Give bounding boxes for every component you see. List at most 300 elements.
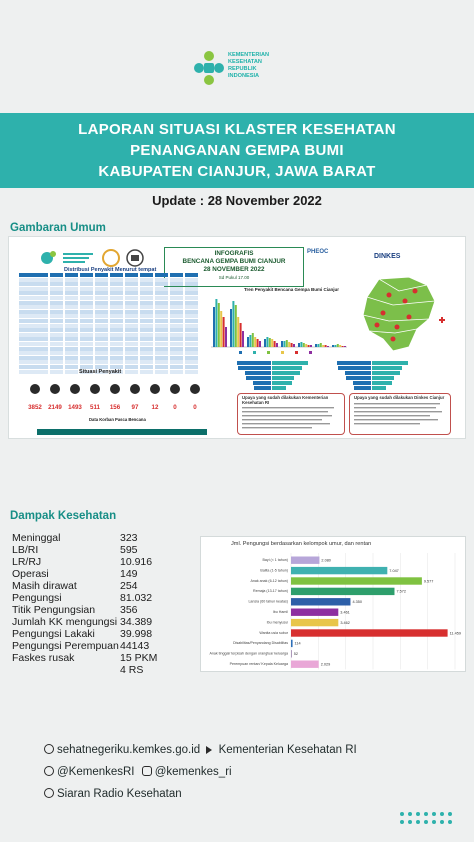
impact-row [12, 604, 202, 616]
distribution-cell [125, 351, 139, 355]
distribution-title: Distribusi Penyakit Menurut tempat [64, 267, 157, 273]
trend-bar [303, 343, 305, 347]
category-label: Perempuan rentan/ Kepala Keluarga [229, 662, 288, 666]
pyramid-bar [272, 366, 302, 370]
distribution-cell [95, 328, 109, 332]
distribution-cell [110, 342, 124, 346]
distribution-cell [50, 291, 64, 295]
distribution-cell [170, 351, 184, 355]
trend-bar [327, 346, 329, 347]
distribution-cell [140, 278, 154, 282]
distribution-table [19, 273, 204, 376]
value-label: 9.577 [423, 579, 434, 584]
distribution-cell [110, 333, 124, 337]
distribution-cell [155, 291, 169, 295]
trend-bar [247, 337, 249, 347]
distribution-cell [65, 351, 79, 355]
footer-links [44, 744, 444, 810]
distribution-cell [80, 333, 94, 337]
case-count: 2149 [48, 404, 62, 411]
distribution-cell [125, 291, 139, 295]
distribution-cell [65, 337, 79, 341]
distribution-cell [170, 314, 184, 318]
pyramid-bar [272, 371, 300, 375]
distribution-cell [65, 301, 79, 305]
distribution-cell [80, 296, 94, 300]
distribution-cell [95, 319, 109, 323]
distribution-cell [185, 324, 199, 328]
bar [291, 557, 319, 564]
disease-icon [110, 384, 120, 394]
kemenkes-logo [192, 48, 322, 96]
impact-row [12, 568, 202, 580]
distribution-cell [140, 337, 154, 341]
distribution-cell [155, 360, 169, 364]
trend-bar [325, 345, 327, 347]
distribution-cell [185, 273, 199, 277]
trend-bar [310, 345, 312, 347]
pyramid-bar [353, 381, 371, 385]
distribution-cell [170, 328, 184, 332]
distribution-cell [110, 356, 124, 360]
distribution-cell [65, 324, 79, 328]
pyramid-bar [337, 361, 371, 365]
pyramid-bar [254, 386, 271, 390]
pyramid-bar [372, 361, 408, 365]
distribution-cell [185, 291, 199, 295]
impact-value: 149 [120, 568, 138, 580]
impact-label: Jumlah KK mengungsi [12, 616, 118, 628]
twitter-link[interactable]: @KemenkesRI [57, 766, 135, 778]
distribution-cell [50, 319, 64, 323]
disease-icon [30, 384, 40, 394]
distribution-cell [95, 301, 109, 305]
distribution-cell [125, 347, 139, 351]
distribution-cell [95, 342, 109, 346]
impact-value: 44143 [120, 640, 150, 652]
distribution-cell [65, 291, 79, 295]
distribution-cell [170, 305, 184, 309]
value-label: 2.080 [321, 558, 331, 563]
impact-label: Pengungsi [12, 592, 62, 604]
distribution-cell [95, 278, 109, 282]
distribution-cell [125, 314, 139, 318]
logo-wordmark: KEMENTERIAN KESEHATAN REPUBLIK INDONESIA [228, 52, 270, 79]
distribution-cell [19, 360, 49, 364]
distribution-cell [50, 301, 64, 305]
distribution-cell [19, 301, 49, 305]
distribution-cell [170, 365, 184, 369]
distribution-cell [140, 282, 154, 286]
distribution-cell [65, 296, 79, 300]
distribution-cell [50, 370, 64, 374]
impact-value: 81.032 [120, 592, 153, 604]
distribution-cell [170, 291, 184, 295]
distribution-cell [185, 314, 199, 318]
impact-row [12, 640, 202, 652]
trend-bar [223, 317, 225, 347]
distribution-cell [95, 287, 109, 291]
distribution-row [19, 347, 204, 351]
distribution-cell [50, 305, 64, 309]
bar [291, 609, 338, 616]
distribution-cell [80, 351, 94, 355]
distribution-cell [19, 296, 49, 300]
impact-row [12, 664, 202, 676]
distribution-row [19, 319, 204, 323]
pyramid-bar [354, 386, 371, 390]
distribution-row [19, 287, 204, 291]
upaya-kemenkes-text-lines [242, 405, 338, 431]
value-label: 7.572 [396, 589, 406, 594]
upaya-dinkes-text-lines [354, 401, 446, 427]
bar [291, 577, 422, 584]
distribution-cell [110, 310, 124, 314]
distribution-cell [155, 342, 169, 346]
distribution-cell [65, 360, 79, 364]
impact-value: 323 [120, 532, 138, 544]
dinkes-logo: DINKES [374, 253, 401, 260]
distribution-row [19, 328, 204, 332]
distribution-cell [50, 347, 64, 351]
distribution-cell [170, 287, 184, 291]
distribution-cell [170, 347, 184, 351]
trend-bar [237, 317, 239, 347]
distribution-cell [155, 333, 169, 337]
distribution-cell [185, 347, 199, 351]
distribution-cell [95, 273, 109, 277]
youtube-link[interactable]: Kementerian Kesehatan RI [218, 744, 357, 756]
distribution-cell [65, 365, 79, 369]
infographic-footer-bar [37, 429, 207, 435]
distribution-cell [155, 319, 169, 323]
population-pyramid-chart [209, 359, 449, 391]
case-count: 3852 [28, 404, 42, 411]
distribution-row [19, 310, 204, 314]
distribution-cell [80, 319, 94, 323]
distribution-cell [65, 333, 79, 337]
impact-row [12, 544, 202, 556]
kemenkes-emblem-icon [192, 48, 226, 88]
distribution-cell [125, 370, 139, 374]
trend-bar [230, 309, 232, 347]
distribution-cell [185, 351, 199, 355]
impact-label: Operasi [12, 568, 49, 580]
korban-title: Data Korban Pasca Bencana [89, 417, 146, 422]
distribution-row [19, 291, 204, 295]
distribution-cell [185, 296, 199, 300]
distribution-cell [95, 347, 109, 351]
trend-legend-key [239, 351, 242, 354]
pyramid-bar [272, 376, 294, 380]
decor-dot [424, 812, 428, 816]
trend-legend-key [295, 351, 298, 354]
distribution-cell [80, 347, 94, 351]
distribution-cell [80, 356, 94, 360]
distribution-cell [155, 324, 169, 328]
trend-bar [305, 344, 307, 347]
distribution-cell [95, 360, 109, 364]
distribution-cell [140, 360, 154, 364]
distribution-cell [95, 356, 109, 360]
distribution-cell [50, 365, 64, 369]
distribution-cell [19, 333, 49, 337]
decorative-dots [400, 812, 460, 826]
radio-icon [44, 788, 54, 798]
distribution-cell [50, 328, 64, 332]
distribution-cell [65, 282, 79, 286]
title-line-3: KABUPATEN CIANJUR, JAWA BARAT [98, 163, 376, 180]
distribution-row [19, 324, 204, 328]
trend-bar [317, 344, 319, 347]
distribution-cell [125, 333, 139, 337]
distribution-cell [80, 301, 94, 305]
trend-bar [266, 337, 268, 347]
category-label: Ibu Hamil [272, 610, 288, 614]
distribution-cell [50, 351, 64, 355]
distribution-cell [50, 296, 64, 300]
distribution-row [19, 282, 204, 286]
distribution-cell [19, 310, 49, 314]
distribution-cell [110, 296, 124, 300]
pheoc-logo: PHEOC [307, 249, 329, 255]
distribution-cell [185, 365, 199, 369]
distribution-cell [65, 287, 79, 291]
distribution-cell [140, 305, 154, 309]
distribution-cell [155, 337, 169, 341]
distribution-cell [170, 296, 184, 300]
distribution-cell [170, 333, 184, 337]
trend-bar [339, 345, 341, 347]
distribution-row [19, 351, 204, 355]
radio-link[interactable]: Siaran Radio Kesehatan [57, 788, 182, 800]
distribution-cell [170, 356, 184, 360]
distribution-cell [140, 310, 154, 314]
distribution-cell [95, 282, 109, 286]
infographic-title-box: INFOGRAFIS BENCANA GEMPA BUMI CIANJUR 28 NOVEMBER 2022 Sd Pukul 17.00 [164, 247, 304, 287]
pyramid-bar [372, 371, 400, 375]
distribution-cell [80, 310, 94, 314]
infographic-panel[interactable] [8, 236, 466, 439]
trend-bar [283, 341, 285, 347]
footer-line-3 [44, 788, 444, 810]
pyramid-bar [372, 376, 394, 380]
distribution-cell [125, 360, 139, 364]
case-count: 97 [131, 404, 139, 411]
decor-dot [408, 812, 412, 816]
footer-line-1 [44, 744, 444, 766]
distribution-cell [50, 337, 64, 341]
category-label: Lansia (60 tahun keatas) [248, 599, 288, 604]
distribution-cell [140, 365, 154, 369]
disease-icon [130, 384, 140, 394]
distribution-cell [125, 287, 139, 291]
trend-bar [259, 341, 261, 347]
distribution-cell [140, 287, 154, 291]
distribution-cell [50, 282, 64, 286]
distribution-cell [170, 301, 184, 305]
trend-bar [271, 339, 273, 347]
trend-bar [249, 335, 251, 347]
distribution-cell [185, 342, 199, 346]
trend-bar [286, 340, 288, 347]
distribution-cell [155, 347, 169, 351]
pyramid-bar [272, 386, 286, 390]
decor-dot [432, 812, 436, 816]
distribution-row [19, 356, 204, 360]
decor-dot [424, 820, 428, 824]
title-line-2: PENANGANAN GEMPA BUMI [130, 142, 344, 159]
distribution-cell [140, 328, 154, 332]
distribution-cell [65, 356, 79, 360]
distribution-cell [110, 328, 124, 332]
distribution-cell [155, 273, 169, 277]
trend-bar [334, 345, 336, 347]
distribution-cell [19, 342, 49, 346]
distribution-cell [125, 301, 139, 305]
distribution-cell [185, 356, 199, 360]
trend-bar [252, 333, 254, 347]
case-count: 1493 [68, 404, 82, 411]
pyramid-bar [272, 361, 308, 365]
distribution-cell [95, 310, 109, 314]
trend-legend-key [253, 351, 256, 354]
distribution-row [19, 278, 204, 282]
distribution-cell [185, 305, 199, 309]
distribution-cell [155, 351, 169, 355]
trend-bar [288, 342, 290, 347]
impact-table [12, 532, 202, 676]
distribution-cell [125, 328, 139, 332]
category-label: Wanita usia subur [259, 630, 288, 635]
distribution-cell [185, 337, 199, 341]
impact-value: 10.916 [120, 556, 153, 568]
category-label: Anak anak (6-12 tahun) [250, 578, 288, 583]
distribution-cell [80, 282, 94, 286]
distribution-cell [50, 333, 64, 337]
distribution-cell [65, 273, 79, 277]
distribution-cell [65, 278, 79, 282]
trend-bar [242, 331, 244, 347]
section-title-impact: Dampak Kesehatan [10, 510, 117, 522]
distribution-cell [110, 314, 124, 318]
website-link[interactable]: sehatnegeriku.kemkes.go.id [57, 744, 201, 756]
distribution-cell [140, 314, 154, 318]
distribution-row [19, 333, 204, 337]
distribution-cell [125, 356, 139, 360]
twitter-icon [44, 766, 54, 776]
value-label: 52 [293, 652, 298, 657]
bar [291, 567, 387, 574]
distribution-cell [95, 351, 109, 355]
distribution-row [19, 360, 204, 364]
disease-icon [190, 384, 200, 394]
impact-row [12, 592, 202, 604]
trend-title: Tren Penyakit Bencana Gempa Bumi Cianjur [244, 287, 340, 292]
distribution-cell [50, 278, 64, 282]
category-label: Disabilitas/Penyandang Disabilitas [233, 641, 288, 646]
distribution-cell [170, 342, 184, 346]
distribution-cell [80, 305, 94, 309]
distribution-cell [140, 291, 154, 295]
distribution-cell [19, 324, 49, 328]
distribution-cell [125, 282, 139, 286]
trend-bar [281, 341, 283, 347]
distribution-cell [95, 296, 109, 300]
distribution-cell [185, 328, 199, 332]
distribution-cell [110, 347, 124, 351]
section-title-overview: Gambaran Umum [10, 222, 106, 234]
impact-label: Titik Pengungsian [12, 604, 96, 616]
pyramid-bar [346, 376, 371, 380]
distribution-cell [19, 337, 49, 341]
distribution-cell [65, 310, 79, 314]
distribution-cell [95, 324, 109, 328]
impact-value: 39.998 [120, 628, 153, 640]
distribution-cell [110, 287, 124, 291]
distribution-cell [170, 310, 184, 314]
trend-bar [293, 344, 295, 347]
distribution-cell [80, 278, 94, 282]
distribution-cell [95, 337, 109, 341]
distribution-cell [19, 314, 49, 318]
distribution-cell [110, 291, 124, 295]
value-label: 3.462 [340, 620, 350, 625]
distribution-cell [140, 301, 154, 305]
disease-cases-strip [19, 377, 209, 429]
distribution-cell [125, 296, 139, 300]
distribution-cell [185, 301, 199, 305]
impact-value: 4 RS [120, 664, 144, 676]
distribution-cell [19, 365, 49, 369]
bar [291, 619, 338, 626]
distribution-cell [110, 319, 124, 323]
pyramid-bar [338, 366, 371, 370]
pyramid-bar [253, 381, 271, 385]
distribution-cell [125, 305, 139, 309]
distribution-cell [185, 333, 199, 337]
partner-logos-icon [39, 247, 159, 269]
refugee-bar-chart [201, 537, 467, 673]
trend-bar [254, 337, 256, 347]
decor-dot [440, 820, 444, 824]
trend-bar [269, 338, 271, 347]
pyramid-bar [245, 371, 271, 375]
distribution-cell [19, 278, 49, 282]
distribution-cell [155, 328, 169, 332]
distribution-cell [170, 282, 184, 286]
impact-row [12, 580, 202, 592]
trend-bar [308, 345, 310, 347]
distribution-cell [50, 360, 64, 364]
impact-label: LB/RI [12, 544, 39, 556]
distribution-cell [170, 370, 184, 374]
impact-label: Pengungsi Lakaki [12, 628, 95, 640]
distribution-cell [80, 342, 94, 346]
trend-bar [337, 344, 339, 347]
pyramid-bar [272, 381, 292, 385]
disease-icon [50, 384, 60, 394]
distribution-cell [65, 328, 79, 332]
distribution-cell [19, 291, 49, 295]
trend-bar [225, 327, 227, 347]
distribution-cell [125, 365, 139, 369]
distribution-row [19, 337, 204, 341]
instagram-link[interactable]: @kemenkes_ri [154, 766, 232, 778]
distribution-cell [80, 337, 94, 341]
distribution-cell [80, 328, 94, 332]
distribution-cell [65, 347, 79, 351]
